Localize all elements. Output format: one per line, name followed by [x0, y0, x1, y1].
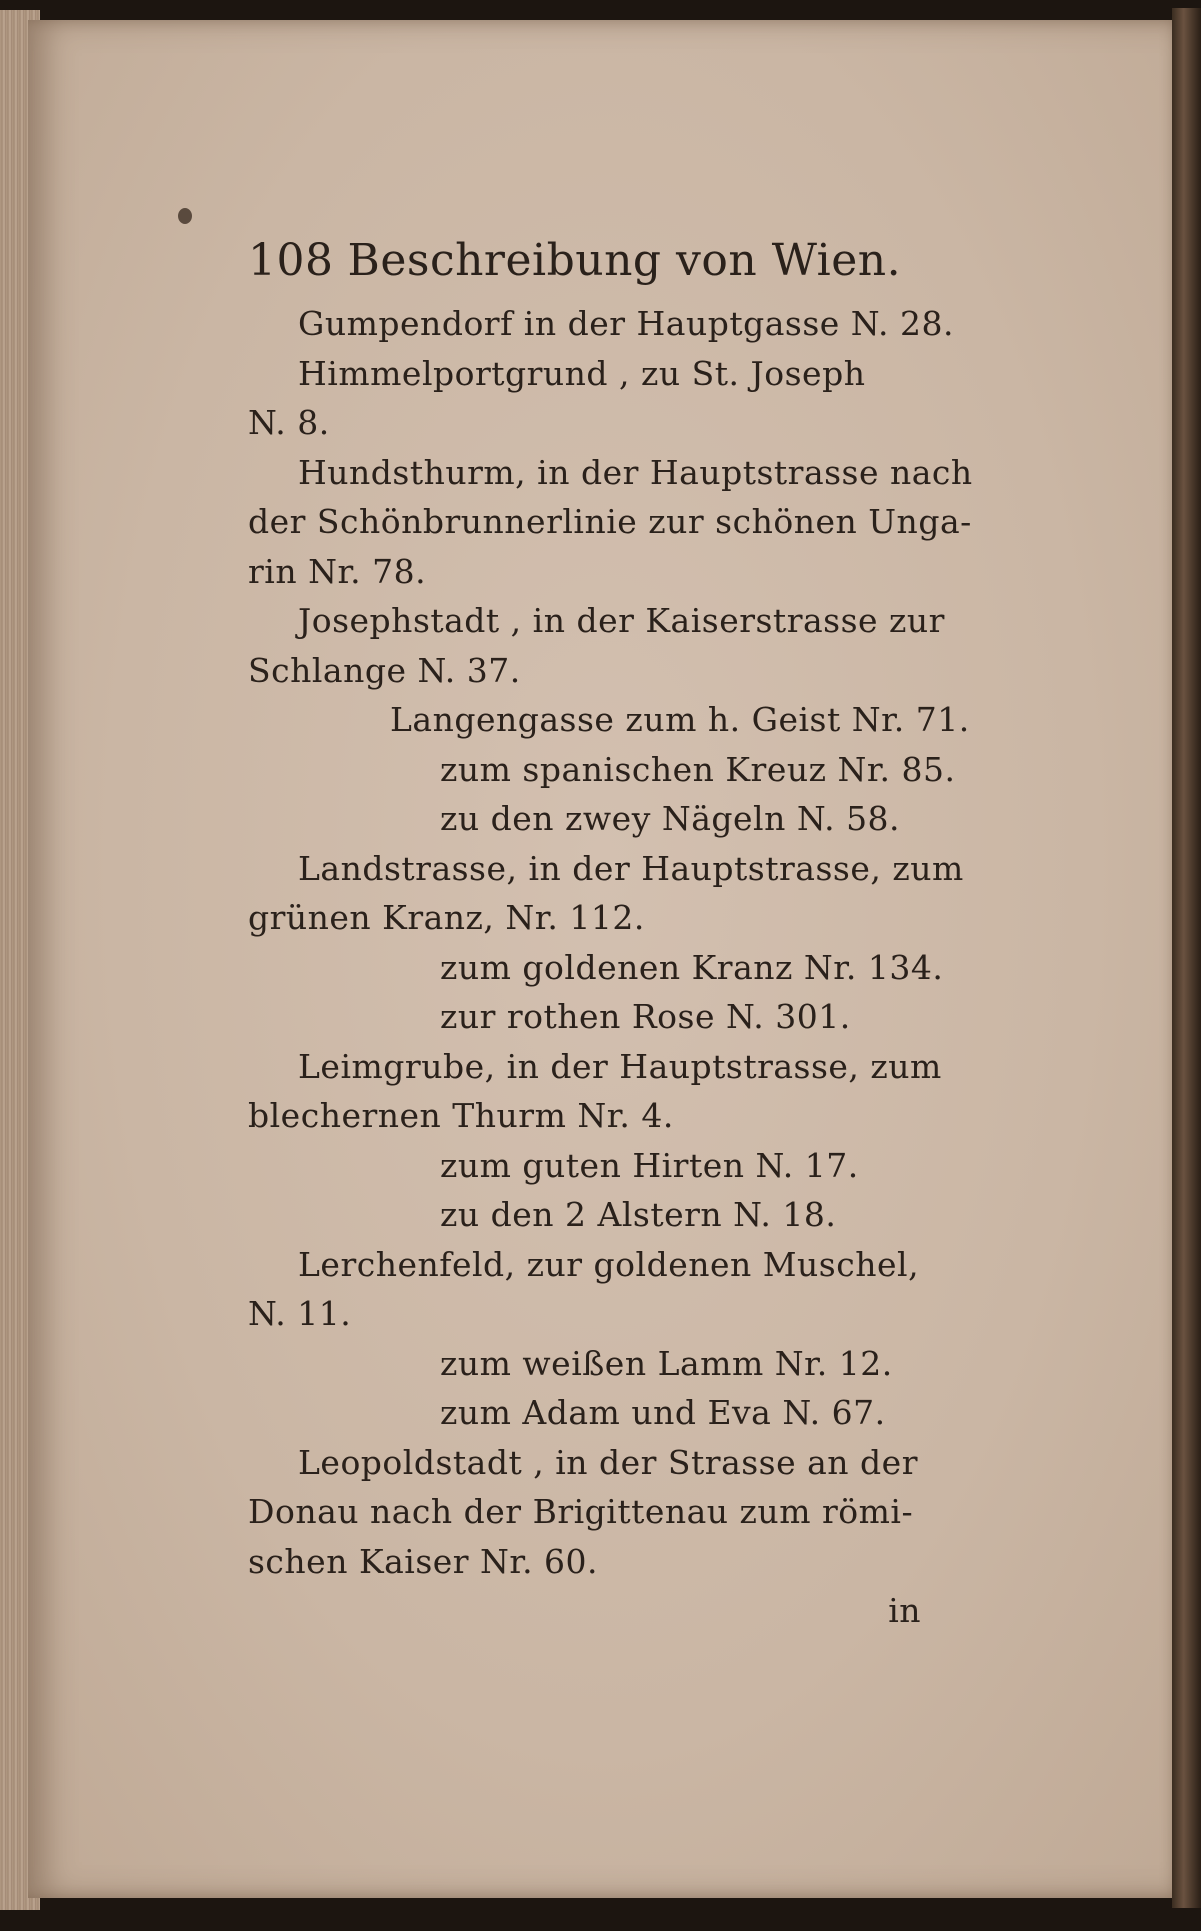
- text-line: rin Nr. 78.: [248, 551, 427, 591]
- text-line: Donau nach der Brigittenau zum römi-: [248, 1492, 914, 1531]
- right-page-edge: [1172, 8, 1201, 1908]
- text-line: Landstrasse, in der Hauptstrasse, zum: [298, 848, 964, 888]
- text-line: blechernen Thurm Nr. 4.: [248, 1096, 674, 1135]
- page-text: [248, 225, 973, 1636]
- text-line: Schlange N. 37.: [248, 650, 521, 690]
- text-line: zu den zwey Nägeln N. 58.: [440, 799, 901, 838]
- text-line: Leopoldstadt , in der Strasse an der: [298, 1442, 918, 1482]
- text-line: der Schönbrunnerlinie zur schönen Unga-: [248, 502, 972, 541]
- running-title: Beschreibung von Wien.: [347, 235, 902, 286]
- text-line: N. 11.: [248, 1294, 352, 1333]
- text-line: zum Adam und Eva N. 67.: [440, 1393, 886, 1432]
- text-line: zum goldenen Kranz Nr. 134.: [440, 947, 944, 987]
- running-header: [248, 225, 973, 297]
- text-line: Himmelportgrund , zu St. Joseph: [298, 353, 866, 393]
- text-line: zur rothen Rose N. 301.: [440, 997, 851, 1036]
- text-line: Gumpendorf in der Hauptgasse N. 28.: [298, 304, 955, 343]
- text-line: Josephstadt , in der Kaiserstrasse zur: [298, 601, 945, 640]
- page-number: 108: [248, 235, 334, 286]
- text-line: grünen Kranz, Nr. 112.: [248, 898, 645, 937]
- text-line: zum weißen Lamm Nr. 12.: [440, 1343, 893, 1383]
- text-line: N. 8.: [248, 403, 330, 442]
- text-line: zum spanischen Kreuz Nr. 85.: [440, 749, 956, 789]
- catchword: in: [888, 1591, 921, 1630]
- text-line: Langengasse zum h. Geist Nr. 71.: [390, 700, 970, 739]
- text-line: Lerchenfeld, zur goldenen Muschel,: [298, 1244, 920, 1284]
- ink-speck: [178, 208, 192, 224]
- text-line: schen Kaiser Nr. 60.: [248, 1541, 599, 1581]
- text-line: zu den 2 Alstern N. 18.: [440, 1195, 837, 1234]
- text-line: zum guten Hirten N. 17.: [440, 1145, 859, 1185]
- text-line: Hundsthurm, in der Hauptstrasse nach: [298, 452, 973, 492]
- text-line: Leimgrube, in der Hauptstrasse, zum: [298, 1046, 942, 1086]
